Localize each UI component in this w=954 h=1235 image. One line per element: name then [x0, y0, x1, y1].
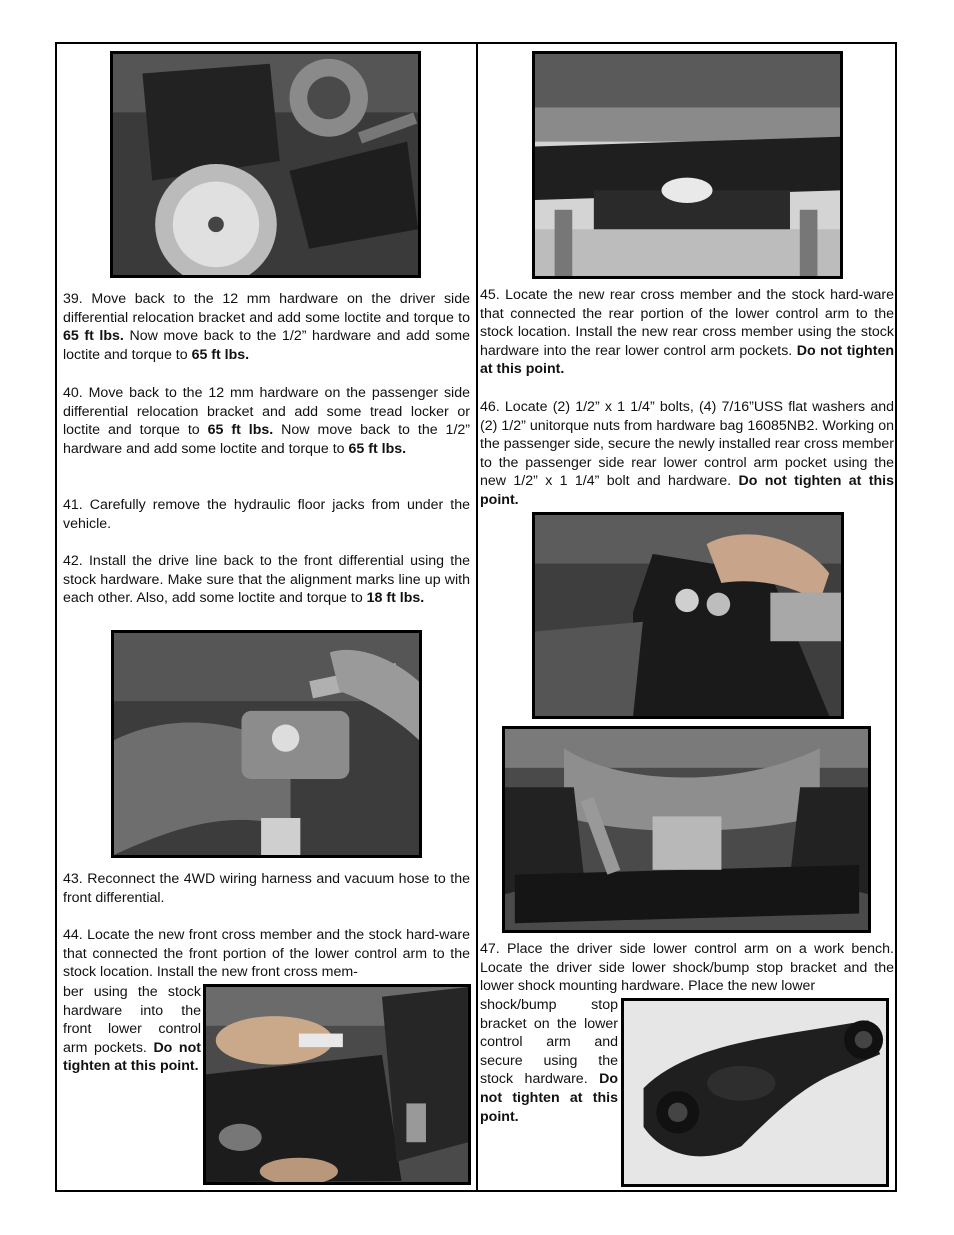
step-47-continued: shock/bump stop bracket on the lower control arm and secure using the stock hardware. Do not tighten at this point. — [480, 997, 618, 1125]
step-45: 45. Locate the new rear cross member and the stock hard-ware that connected the rear portion of the lower control arm to the stock location. Install the new rear cross member using the stock hardware into the rear lower control arm pockets. Do not tighten at this point. — [480, 287, 895, 378]
step-46: 46. Locate (2) 1/2” x 1 1/4” bolts, (4) 7/16”USS flat washers and (2) 1/2” unitorque nuts from hardware bag 16085NB2. Working on the passenger side, secure the newly installed rear cross member to the passenger side rear lower control arm pocket using the new 1/2” x 1 1/4” bolt and hardware. Do not tighten at this point. — [480, 399, 894, 508]
step-39: 39. Move back to the 12 mm hardware on the driver side differential relocation bracket and add some loctite and torque to 65 ft lbs. Now move back to the 1/2” hardware and add some loctite and torque to 65 ft lbs. — [63, 291, 470, 363]
step-44-continued: ber using the stock hardware into the front lower control arm pockets. Do not tighten at this point. — [63, 984, 201, 1075]
step-47: 47. Place the driver side lower control arm on a work bench. Locate the driver side lower shock/bump stop bracket and the lower shock mounting hardware. Place the new lower — [480, 941, 894, 995]
photo-lower-control-arm — [621, 998, 889, 1187]
photo-differential-bracket — [110, 51, 421, 278]
photo-front-cross-member — [203, 984, 471, 1185]
photo-rear-cross-member — [532, 51, 843, 279]
step-40: 40. Move back to the 12 mm hardware on the passenger side differential relocation bracket and add some tread locker or loctite and torque to 65 ft lbs. Now move back to the 1/2” hardware and add some loctite and torque to 65 ft lbs. — [63, 385, 471, 457]
photo-cross-member-installed — [502, 726, 871, 933]
step-42: 42. Install the drive line back to the front differential using the stock hardware. Make sure that the alignment marks line up with each other. Also, add some loctite and torque to 18 ft lbs. — [63, 553, 470, 607]
step-41: 41. Carefully remove the hydraulic floor jacks from under the vehicle. — [63, 497, 470, 532]
step-44: 44. Locate the new front cross member and the stock hard-ware that connected the front portion of the lower control arm to the stock location. Install the new front cross mem- — [63, 927, 470, 981]
photo-drive-line — [111, 630, 422, 858]
photo-passenger-side-bolt — [532, 512, 844, 719]
column-divider — [476, 42, 478, 1192]
step-43: 43. Reconnect the 4WD wiring harness and vacuum hose to the front differential. — [63, 871, 470, 906]
